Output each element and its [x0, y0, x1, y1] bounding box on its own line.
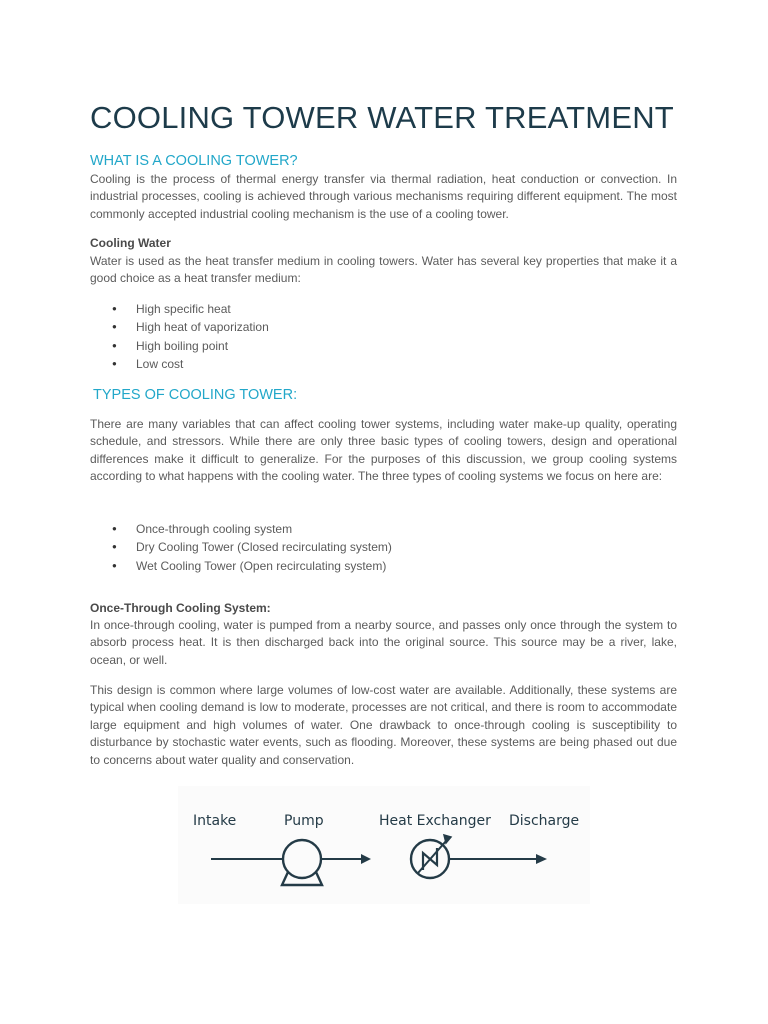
label-heat-exchanger: Heat Exchanger [379, 813, 491, 829]
once-through-flow-diagram [178, 786, 590, 904]
bullet-icon: ● [112, 542, 117, 552]
section-heading-what-is-cooling-tower: WHAT IS A COOLING TOWER? [90, 153, 298, 169]
subheading-once-through: Once-Through Cooling System: [90, 601, 271, 615]
page-title: COOLING TOWER WATER TREATMENT [90, 100, 674, 135]
types-paragraph: There are many variables that can affect cooling tower systems, including water make-up quality, operating schedule, and stressors. While there are only three basic types of cooling towers, design and operational differences make it difficult to generalize. For the purposes of this discussion, we group cooling systems according to what happens with the cooling water. The three types of cooling systems we focus on here are: [90, 417, 677, 484]
list-item-text: Once-through cooling system [136, 522, 293, 536]
label-discharge: Discharge [509, 813, 580, 829]
bullet-icon: ● [112, 340, 117, 350]
list-item-text: High heat of vaporization [136, 320, 269, 335]
flow-arrow-icon [361, 854, 371, 864]
list-item-text: High boiling point [136, 338, 229, 353]
once-through-design-paragraph: This design is common where large volumes of low-cost water are available. Additionally, these systems are typical when cooling demand is low to moderate, processes are not critical, and there is room to accommodate large equipment and high volumes of water. One drawback to once-through cooling is susceptibility to disturbance by stochastic water events, such as flooding. Moreover, these systems are being phased out due to concerns about water quality and conservation. [90, 683, 677, 767]
section-heading-types-of-cooling-tower: TYPES OF COOLING TOWER: [93, 387, 298, 403]
cooling-water-paragraph: Water is used as the heat transfer medium in cooling towers. Water has several key properties that make it a good choice as a heat transfer medium: [90, 254, 677, 286]
list-item-text: Dry Cooling Tower (Closed recirculating system) [136, 540, 392, 555]
list-item [90, 318, 269, 336]
list-item [90, 538, 392, 556]
flow-arrow-icon [536, 854, 547, 864]
types-list [90, 520, 392, 575]
bullet-icon: ● [112, 560, 117, 570]
list-item [90, 520, 392, 538]
heat-exchanger-icon [411, 835, 451, 878]
intro-paragraph: Cooling is the process of thermal energy transfer via thermal radiation, heat conduction or convection. In industrial processes, cooling is achieved through various mechanisms requiring different equipment. The most commonly accepted industrial cooling mechanism is the use of a cooling tower. [90, 172, 677, 221]
list-item-text: High specific heat [136, 302, 231, 316]
label-pump: Pump [284, 813, 324, 829]
properties-list [90, 300, 269, 374]
bullet-icon: ● [112, 359, 117, 369]
subheading-cooling-water: Cooling Water [90, 236, 171, 250]
list-item [90, 300, 269, 318]
list-item [90, 355, 269, 373]
pump-icon [282, 840, 322, 885]
once-through-paragraph: In once-through cooling, water is pumped from a nearby source, and passes only once through the system to absorb process heat. It is then discharged back into the original source. This source may be a river, lake, ocean, or well. [90, 618, 677, 667]
bullet-icon: ● [112, 304, 117, 313]
bullet-icon: ● [112, 322, 117, 332]
flow-diagram-svg [178, 786, 590, 904]
list-item-text: Low cost [136, 357, 184, 372]
list-item [90, 337, 269, 355]
list-item-text: Wet Cooling Tower (Open recirculating system) [136, 558, 387, 573]
list-item [90, 557, 392, 575]
bullet-icon: ● [112, 524, 117, 533]
label-intake: Intake [193, 813, 237, 829]
